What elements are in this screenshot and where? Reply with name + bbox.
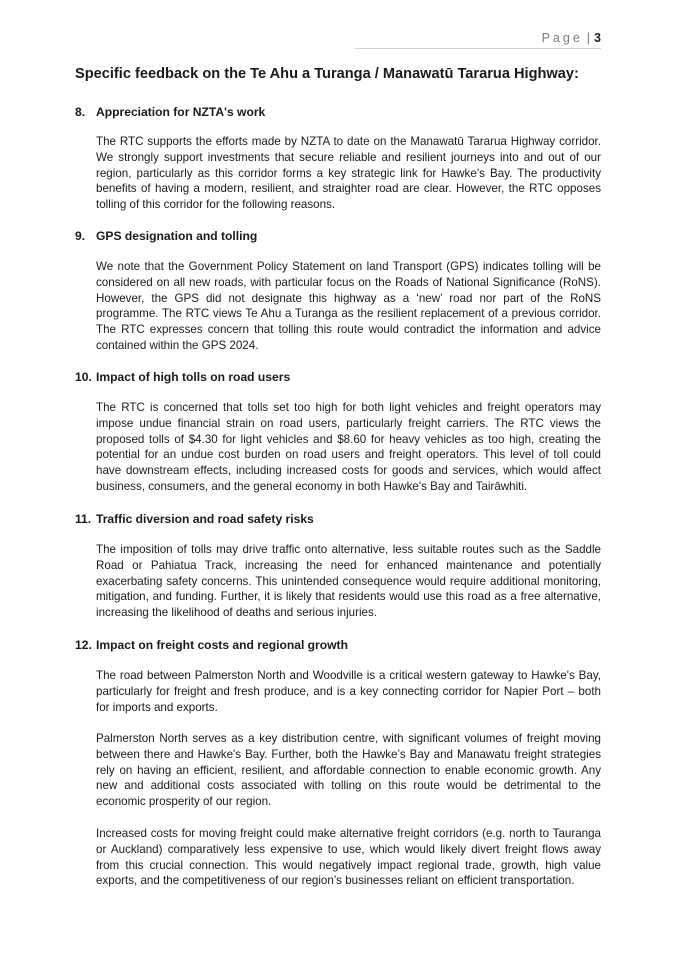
section-9-paragraph-1: We note that the Government Policy Statement on land Transport (GPS) indicates tolling will be considered on all new roads, with particular focus on the Roads of National Significance (RoNS). However, the GPS did not designate this highway as a ‘new’ road nor part of the RoNS programme. The RTC views Te Ahu a Turanga as the resilient replacement of a previous corridor. The RTC expresses concern that tolling this route would contradict the information and advice contained within the GPS 2024. xyxy=(96,260,601,352)
page-header xyxy=(542,31,601,45)
page-number: 3 xyxy=(594,31,601,45)
section-12-paragraph-2: Palmerston North serves as a key distribution centre, with significant volumes of freight moving between there and Hawke's Bay. Further, both the Hawke’s Bay and Manawatu freight strategies rely on having an efficient, resilient, and affordable connection to enable economic growth. Any new and additional costs associated with tolling on this route would be detrimental to the economic prosperity of our region. xyxy=(96,732,601,809)
section-heading-11 xyxy=(75,511,595,527)
section-heading-10 xyxy=(75,369,595,385)
section-number: 12. xyxy=(75,638,92,652)
page-label: Page xyxy=(541,31,583,45)
section-number: 10. xyxy=(75,370,92,384)
section-12-paragraph-1: The road between Palmerston North and Woodville is a critical western gateway to Hawke's Bay, particularly for freight and fresh produce, and is a key connecting corridor for Napier Port – both for imports and exports. xyxy=(96,669,601,714)
section-title: Traffic diversion and road safety risks xyxy=(96,512,314,526)
page-title: Specific feedback on the Te Ahu a Turanga / Manawatū Tararua Highway: xyxy=(75,66,579,82)
section-number: 9. xyxy=(75,229,86,243)
section-8-paragraph-1: The RTC supports the efforts made by NZTA to date on the Manawatū Tararua Highway corridor. We strongly support investments that secure reliable and resilient journeys into and out of our region, particularly as this corridor forms a key strategic link for Hawke’s Bay. The productivity benefits of having a modern, resilient, and straighter road are clear. However, the RTC opposes tolling of this corridor for the following reasons. xyxy=(96,135,601,212)
page-separator: | xyxy=(586,31,591,45)
section-title: Impact of high tolls on road users xyxy=(96,370,291,384)
section-10-paragraph-1: The RTC is concerned that tolls set too high for both light vehicles and freight operators may impose undue financial strain on road users, particularly freight carriers. The RTC views the proposed tolls of $4.30 for light vehicles and $8.60 for heavy vehicles as too high, creating the potential for an undue cost burden on road users and freight operators. This level of toll could have downstream effects, including increased costs for goods and services, which would affect business, consumers, and the general economy in both Hawke's Bay and Tairāwhiti. xyxy=(96,401,601,493)
header-rule xyxy=(355,48,601,49)
section-number: 11. xyxy=(75,512,92,526)
section-title: Impact on freight costs and regional growth xyxy=(96,638,348,652)
section-11-paragraph-1: The imposition of tolls may drive traffic onto alternative, less suitable routes such as the Saddle Road or Pahiatua Track, increasing the need for enhanced maintenance and potentially exacerbating safety concerns. This unintended consequence would require additional monitoring, mitigation, and funding. Further, it is likely that residents would use this road as a free alternative, increasing the likelihood of deaths and serious injuries. xyxy=(96,543,601,620)
section-title: Appreciation for NZTA's work xyxy=(96,105,266,119)
section-12-paragraph-3: Increased costs for moving freight could make alternative freight corridors (e.g. north to Tauranga or Auckland) comparatively less expensive to use, which would likely divert freight flows away from this crucial connection. This would negatively impact regional trade, growth, high value exports, and the competitiveness of our region’s businesses reliant on efficient transportation. xyxy=(96,827,601,888)
section-heading-12 xyxy=(75,637,595,653)
section-heading-9 xyxy=(75,228,595,244)
section-title: GPS designation and tolling xyxy=(96,229,258,243)
section-number: 8. xyxy=(75,105,86,119)
section-heading-8 xyxy=(75,104,595,120)
